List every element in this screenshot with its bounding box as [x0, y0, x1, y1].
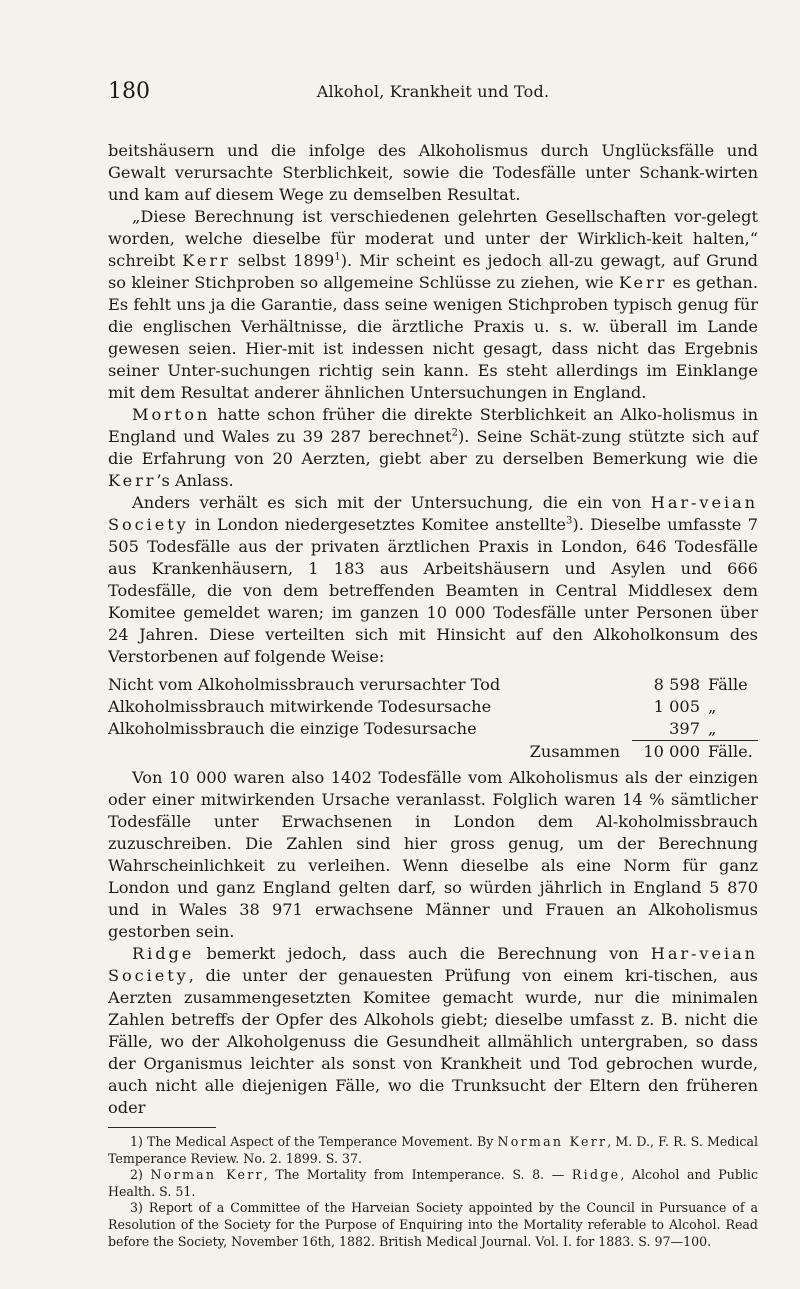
- text-run: Von 10 000 waren also 1402 Todesfälle vom Alkoholismus als der einzigen oder einer mitwirkenden Ursache veranlasst. Folglich waren 14 % sämtlicher Todesfälle unter Erwachsenen in London dem Al-koholmissbrauch zuzuschreiben. Die Zahlen sind hier gross genug, um der Berechnung Wahrscheinlichkeit zu verleihen. Wenn dieselbe als eine Norm für ganz London und ganz England gelten darf, so würden jährlich in England 5 870 und in Wales 38 971 erwachsene Männer und Frauen an Alkoholismus gestorben sein.: [108, 768, 758, 941]
- text-run: in London niedergesetztes Komitee anstellte: [188, 515, 567, 534]
- spaced-name: Ridge: [132, 944, 195, 963]
- mortality-table-row: [108, 718, 758, 740]
- spaced-name: Har-veian Society: [108, 493, 758, 534]
- paragraph: [108, 943, 758, 1119]
- text-run: 2): [130, 1167, 151, 1183]
- page-number: 180: [108, 79, 150, 104]
- spaced-name: Har-veian Society: [108, 944, 758, 985]
- text-run: „Diese Berechnung ist verschiedenen gelehrten Gesellschaften vor-gelegt worden, welche dieselbe für moderat und unter der Wirklich-keit halten,“ schreibt: [108, 207, 758, 270]
- text-run: 3) Report of a Committee of the Harveian Society appointed by the Council in Pursuance of a Resolution of the Society for the Purpose of Enquiring into the Mortality referable to Alcohol. Read before the Society, November 16th, 1882. British Medical Journal. Vol. I. for 1883. S. 97—100.: [108, 1200, 758, 1249]
- footnotes: [108, 1134, 758, 1250]
- text-run: , M. D., F. R. S. Medical Temperance Review. No. 2. 1899. S. 37.: [108, 1134, 758, 1166]
- total-unit: Fälle.: [708, 740, 758, 763]
- mortality-table-row: [108, 696, 758, 718]
- text-run: ). Dieselbe umfasste 7 505 Todesfälle aus der privaten ärztlichen Praxis in London, 646 Todesfälle aus Krankenhäusern, 1 183 aus Arbeitshäusern und Asylen und 666 Todesfälle, die von dem betreffenden Beamten in Central Middlesex dem Komitee gemeldet waren; im ganzen 10 000 Todesfälle unter Personen über 24 Jahren. Diese verteilten sich mit Hinsicht auf den Alkoholkonsum des Verstorbenen auf folgende Weise:: [108, 515, 759, 666]
- text-run: es gethan. Es fehlt uns ja die Garantie, dass seine wenigen Stichproben typisch genug für die englischen Verhältnisse, die ärztliche Praxis u. s. w. überall im Lande gewesen seien. Hier-mit ist indessen nicht gesagt, dass nicht das Ergebnis seiner Unter-suchungen richtig sein kann. Es steht allerdings im Einklange mit dem Resultat anderer ähnlichen Untersuchungen in England.: [108, 273, 758, 402]
- spaced-name: Morton: [132, 405, 211, 424]
- row-unit: „: [708, 719, 717, 738]
- row-count: 397: [669, 719, 700, 738]
- total-count: 10 000: [632, 740, 708, 763]
- footnote: [108, 1134, 758, 1167]
- paragraph: [108, 404, 758, 492]
- text-run: , Alcohol and Public Health. S. 51.: [108, 1167, 758, 1199]
- footnote-reference: 1: [334, 251, 341, 263]
- total-label: Zusammen: [529, 742, 620, 761]
- body-text: [108, 140, 758, 1250]
- spaced-name: Kerr: [182, 251, 231, 270]
- text-run: , die unter der genauesten Prüfung von einem kri-tischen, aus Aerzten zusammengesetzten Komitee gemacht wurde, nur die minimalen Zahlen betreffs der Opfer des Alkohols giebt; dieselbe umfasst z. B. nicht die Fälle, wo der Alkoholgenuss die Gesundheit allmählich untergraben, so dass der Organismus leichter als sonst von Krankheit und Tod gebrochen wurde, auch nicht alle diejenigen Fälle, wo die Trunksucht der Eltern den früheren oder: [108, 966, 758, 1117]
- text-run: ). Mir scheint es jedoch all-zu gewagt, auf Grund so kleiner Stichproben so allgemeine Schlüsse zu ziehen, wie: [108, 251, 758, 292]
- text-run: hatte schon früher die direkte Sterblichkeit an Alko-holismus in England und Wales zu 39 287 berechnet: [108, 405, 758, 446]
- paragraphs-before-table: [108, 140, 758, 668]
- text-run: , The Mortality from Intemperance. S. 8. —: [263, 1167, 572, 1183]
- spaced-name: Norman Kerr: [150, 1167, 264, 1183]
- paragraph: [108, 767, 758, 943]
- spaced-name: Kerr: [108, 471, 157, 490]
- footnote: [108, 1200, 758, 1250]
- row-count: 8 598: [653, 675, 700, 694]
- footnote-reference: 2: [451, 427, 458, 439]
- footnote-rule: [108, 1127, 216, 1128]
- text-run: selbst 1899: [230, 251, 335, 270]
- footnote: [108, 1167, 758, 1200]
- row-label: Alkoholmissbrauch die einzige Todesursache: [108, 719, 477, 738]
- text-run: bemerkt jedoch, dass auch die Berechnung von: [194, 944, 651, 963]
- paragraph: [108, 140, 758, 206]
- spaced-name: Ridge: [571, 1167, 621, 1183]
- running-head: [108, 78, 758, 108]
- mortality-table-row: [108, 674, 758, 696]
- footnote-reference: 3: [566, 515, 573, 527]
- text-run: ). Seine Schät-zung stützte sich auf die Erfahrung von 20 Aerzten, giebt aber zu derselben Bemerkung wie die: [108, 427, 758, 468]
- mortality-table: [108, 674, 758, 763]
- text-run: 1) The Medical Aspect of the Temperance Movement. By: [130, 1134, 498, 1149]
- row-label: Nicht vom Alkoholmissbrauch verursachter Tod: [108, 675, 501, 694]
- paragraph: [108, 206, 758, 404]
- spaced-name: Norman Kerr: [497, 1134, 608, 1149]
- row-label: Alkoholmissbrauch mitwirkende Todesursache: [108, 697, 492, 716]
- paragraphs-after-table: [108, 767, 758, 1119]
- text-run: Anders verhält es sich mit der Untersuchung, die ein von: [132, 493, 651, 512]
- running-title: Alkohol, Krankheit und Tod.: [316, 82, 550, 101]
- spaced-name: Kerr: [618, 273, 668, 292]
- row-unit: Fälle: [708, 675, 748, 694]
- text-run: ’s Anlass.: [156, 471, 234, 490]
- text-run: beitshäusern und die infolge des Alkoholismus durch Unglücksfälle und Gewalt verursachte Sterblichkeit, sowie die Todesfälle unter Schank-wirten und kam auf diesem Wege zu demselben Resultat.: [108, 141, 758, 204]
- row-unit: „: [708, 697, 717, 716]
- mortality-table-rows: [108, 674, 758, 740]
- paragraph: [108, 492, 758, 668]
- mortality-table-total-row: [108, 740, 758, 763]
- row-count: 1 005: [653, 697, 700, 716]
